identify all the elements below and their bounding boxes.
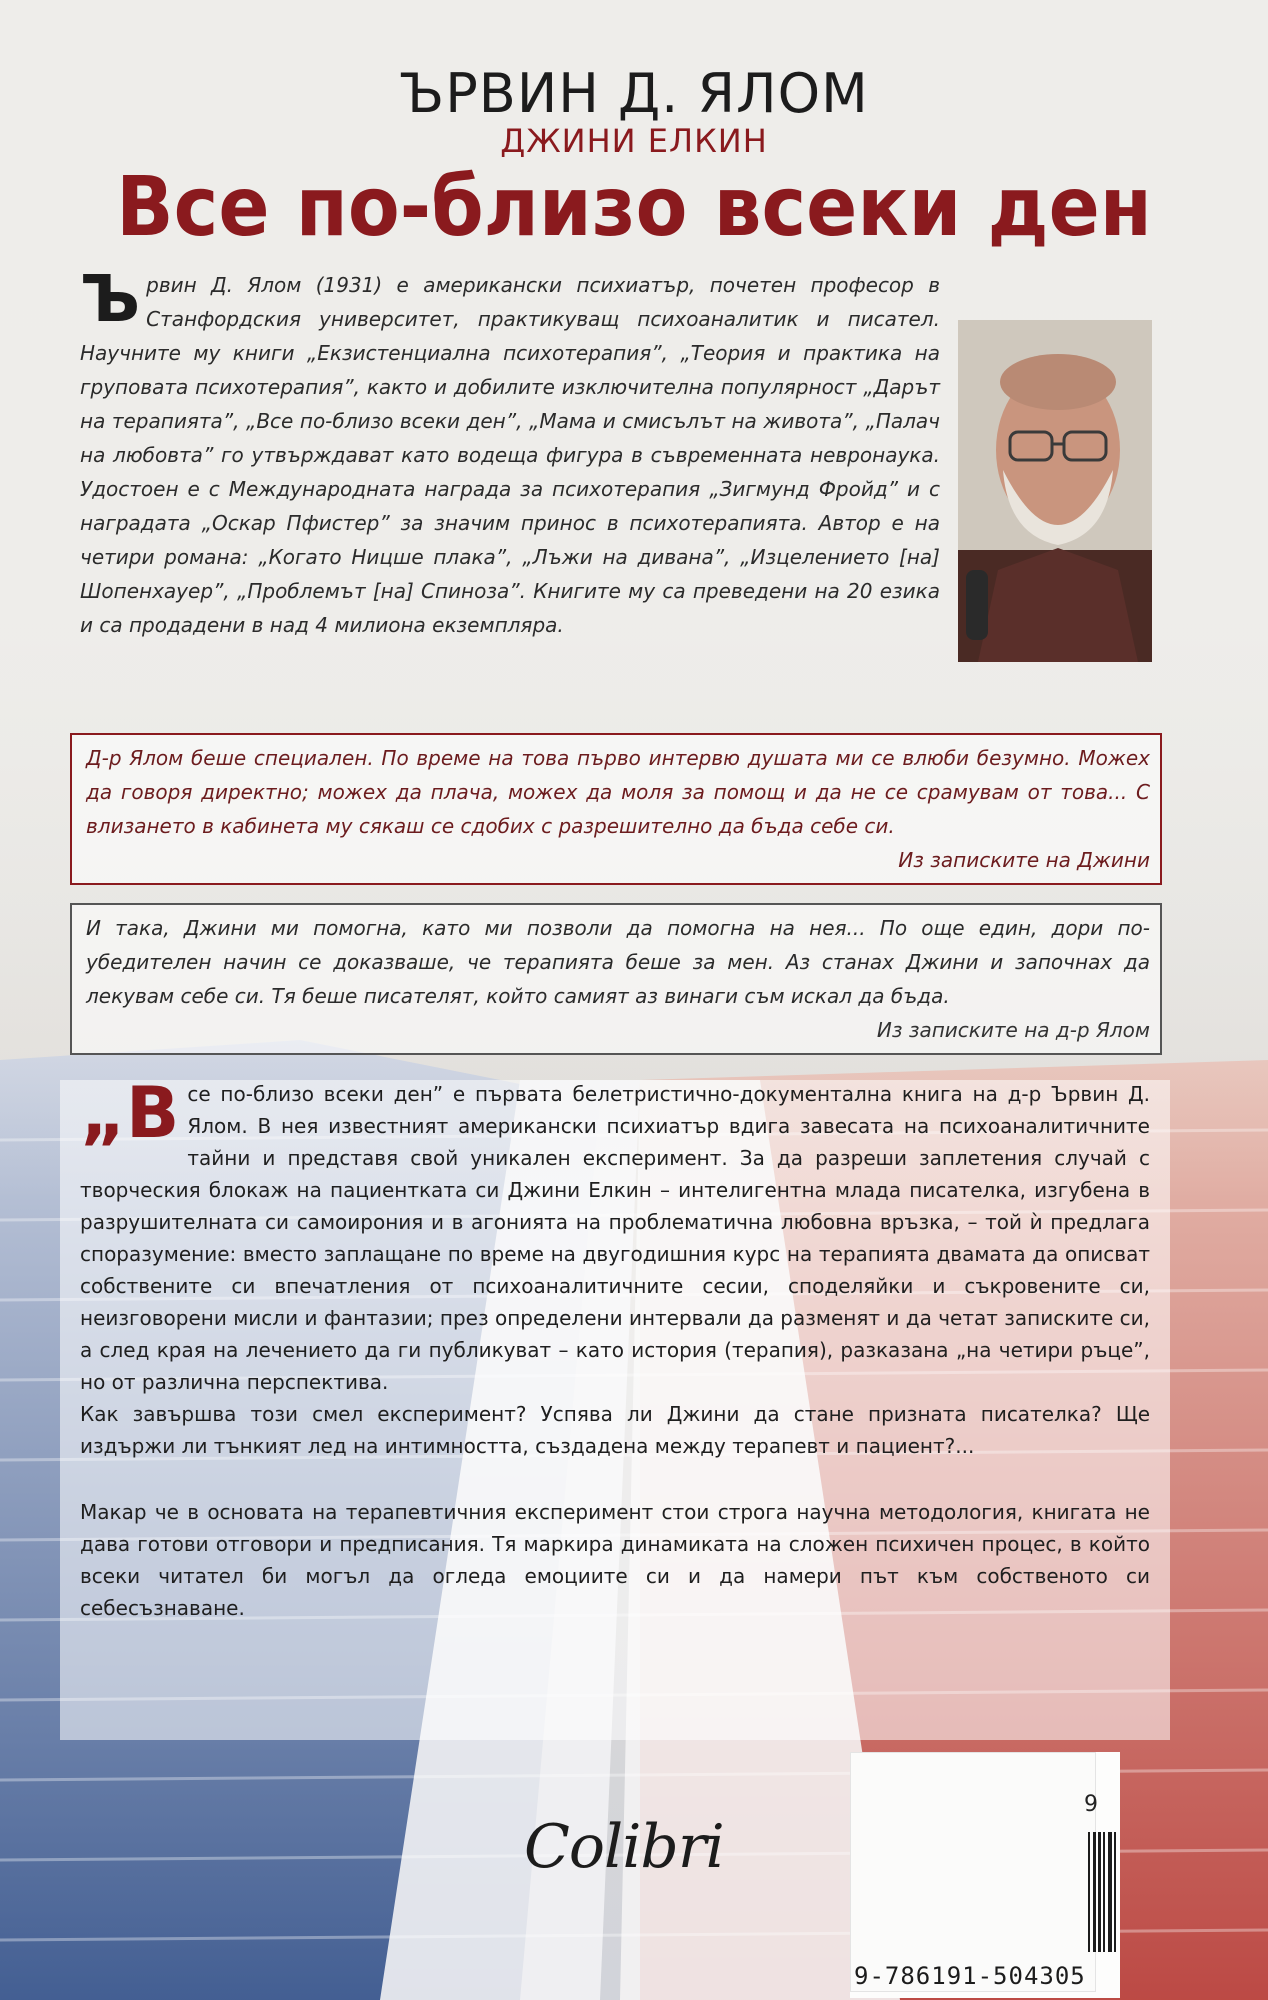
book-title: Все по-близо всеки ден [116, 160, 1152, 255]
quote-box-ginny [70, 733, 1162, 885]
portrait-photo-icon [958, 320, 1152, 662]
barcode-area [850, 1752, 1120, 1998]
quote-yalom-text: И така, Джини ми помогна, като ми позволи да помогна на нея... По още един, дори по-убедителен начин се доказваше, че терапията беше за мен. Аз станах Джини и започнах да лекувам себе си. Тя беше писателят, който самият аз винаги съм искал да бъда. [86, 916, 1150, 1008]
bio-dropcap: Ъ [80, 263, 141, 337]
bio-text: рвин Д. Ялом (1931) е американски психиатър, почетен професор в Станфордския университет, практикуващ психоаналитик и писател. Научните му книги „Екзистенциална психотерапия”, „Теория и практика на груповата психотерапия”, както и добилите изключителна популярност „Дарът на терапията”, „Все по-близо всеки ден”, „Мама и смисълът на живота”, „Палач на любовта” го утвърждават като водеща фигура в съвременната невронаука. Удостоен е с Международната награда за психотерапия „Зигмунд Фройд” и с наградата „Оскар Пфистер” за значим принос в психотерапията. Автор е на четири романа: „Когато Ницше плака”, „Лъжи на дивана”, „Изцелението [на] Шопенхауер”, „Проблемът [на] Спиноза”. Книгите му са преведени на 20 езика и са продадени в над 4 милиона екземпляра. [80, 273, 940, 637]
description-paragraph-1 [80, 1072, 1150, 1398]
quote-ginny-source: Из записките на Джини [898, 848, 1150, 872]
isbn-prefix-digit: 9 [1084, 1792, 1098, 1817]
quote-box-yalom [70, 903, 1162, 1055]
quote-yalom-source: Из записките на д-р Ялом [876, 1018, 1150, 1042]
author-main-name: ЪРВИН Д. ЯЛОМ [399, 62, 869, 125]
author-coauthor-name: ДЖИНИ ЕЛКИН [500, 122, 768, 160]
book-description [80, 1072, 1150, 1624]
quote-ginny-text: Д-р Ялом беше специален. По време на това първо интервю душата ми се влюби безумно. Можех да говоря директно; можех да плача, можех да моля за помощ и да не се срамувам от това... С влизането в кабинета му сякаш се сдобих с разрешително да бъда себе си. [86, 746, 1150, 838]
description-paragraph-1-text: се по-близо всеки ден” е първата белетристично-документална книга на д-р Ървин Д. Ялом. В нея известният американски психиатър вдига завесата на психоаналитичните тайни и представя свой уникален експеримент. За да разреши заплетения случай с творческия блокаж на пациентката си Джини Елкин – интелигентна млада писателка, изгубена в разрушителната си самоирония и в агонията на проблематична любовна връзка, – той ѝ предлага споразумение: вместо заплащане по време на двугодишния курс на терапията двамата да описват собствените си впечатления от психоаналитичните сесии, споделяйки и съкровените си, неизговорени мисли и фантазии; през определени интервали да разменят и да четат записките си, а след края на лечението да ги публикуват – като история (терапия), разказана „на четири ръце”, но от различна перспектива. [80, 1082, 1150, 1394]
description-paragraph-2: Как завършва този смел експеримент? Успява ли Джини да стане призната писателка? Ще издържи ли тънкият лед на интимността, създадена между терапевт и пациент?... [80, 1402, 1150, 1458]
description-paragraph-3: Макар че в основата на терапевтичния експеримент стои строга научна методология, книгата не дава готови отговори и предписания. Тя маркира динамиката на сложен психичен процес, в който всеки читател би могъл да огледа емоциите си и да намери път към собственото си себесъзнаване. [80, 1500, 1150, 1620]
author-bio [80, 263, 940, 642]
isbn-digits: 9-786191-504305 [854, 1962, 1086, 1990]
description-dropcap: „В [80, 1072, 180, 1154]
author-portrait [958, 320, 1152, 662]
publisher-logo: Colibri [524, 1812, 724, 1882]
